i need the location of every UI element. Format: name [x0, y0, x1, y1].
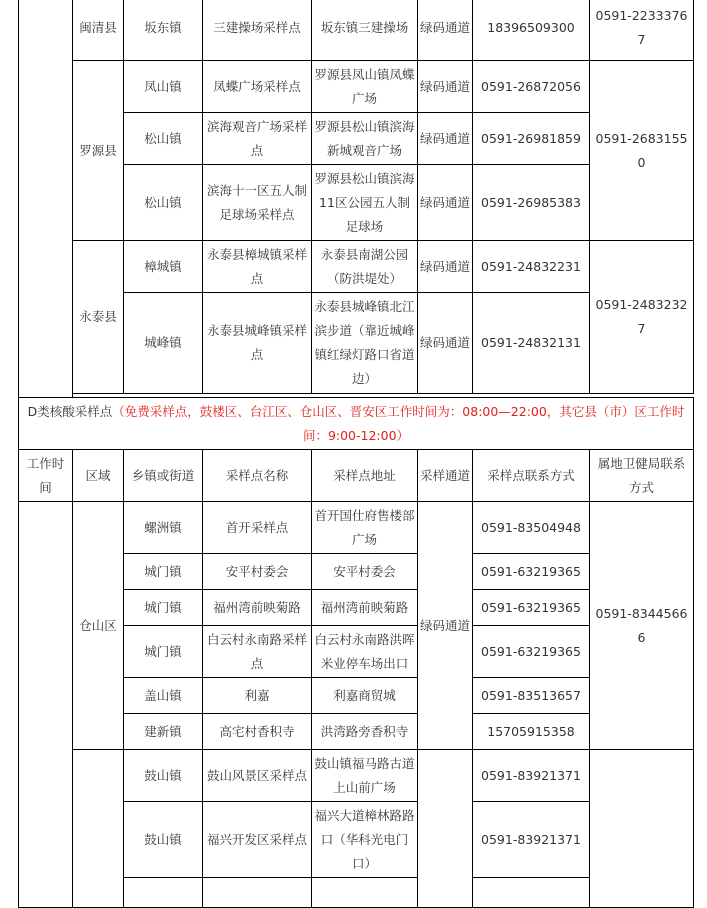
site-cell: 高宅村香积寺 [203, 714, 312, 750]
town-cell: 鼓山镇 [124, 750, 203, 802]
health-phone-cell: 0591-22333767 [590, 0, 694, 61]
health-phone-cell [590, 750, 694, 908]
phone-cell: 0591-24832131 [473, 293, 590, 394]
address-cell: 洪湾路旁香积寺 [312, 714, 418, 750]
phone-cell: 0591-63219365 [473, 626, 590, 678]
address-cell: 福兴大道樟林路路口（华科光电门口） [312, 802, 418, 878]
site-cell: 凤蝶广场采样点 [203, 61, 312, 113]
town-cell: 松山镇 [124, 113, 203, 165]
channel-cell: 绿码通道 [418, 293, 473, 394]
town-cell: 坂东镇 [124, 0, 203, 61]
phone-cell: 18396509300 [473, 0, 590, 61]
address-cell: 首开国仕府售楼部广场 [312, 502, 418, 554]
health-phone-cell: 0591-24832327 [590, 241, 694, 394]
address-cell: 永泰县城峰镇北江滨步道（靠近城峰镇红绿灯路口省道边） [312, 293, 418, 394]
phone-cell: 0591-63219365 [473, 590, 590, 626]
notice-row [19, 398, 694, 450]
town-cell [124, 878, 203, 908]
phone-cell: 0591-83504948 [473, 502, 590, 554]
site-cell: 安平村委会 [203, 554, 312, 590]
district-cell: 罗源县 [73, 61, 124, 241]
table-row [19, 502, 694, 554]
phone-cell: 0591-83921371 [473, 802, 590, 878]
phone-cell: 0591-83513657 [473, 678, 590, 714]
town-cell: 城门镇 [124, 554, 203, 590]
site-cell: 首开采样点 [203, 502, 312, 554]
district-cell: 永泰县 [73, 241, 124, 394]
address-cell: 永泰县南湖公园（防洪堤处） [312, 241, 418, 293]
town-cell: 鼓山镇 [124, 802, 203, 878]
address-cell: 安平村委会 [312, 554, 418, 590]
header-time: 工作时间 [19, 450, 73, 502]
site-cell: 福兴开发区采样点 [203, 802, 312, 878]
site-cell: 三建操场采样点 [203, 0, 312, 61]
address-cell: 利嘉商贸城 [312, 678, 418, 714]
town-cell: 凤山镇 [124, 61, 203, 113]
town-cell: 螺洲镇 [124, 502, 203, 554]
site-cell: 永泰县城峰镇采样点 [203, 293, 312, 394]
channel-cell: 绿码通道 [418, 0, 473, 61]
health-phone-cell: 0591-83445666 [590, 502, 694, 750]
table-row [19, 241, 694, 293]
header-channel: 采样通道 [418, 450, 473, 502]
district-cell [73, 750, 124, 908]
phone-cell: 0591-63219365 [473, 554, 590, 590]
header-health: 属地卫健局联系方式 [590, 450, 694, 502]
phone-cell: 0591-26981859 [473, 113, 590, 165]
table-row [19, 0, 694, 61]
phone-cell [473, 878, 590, 908]
header-address: 采样点地址 [312, 450, 418, 502]
phone-cell: 0591-83921371 [473, 750, 590, 802]
site-cell: 福州湾前映菊路 [203, 590, 312, 626]
channel-cell: 绿码通道 [418, 165, 473, 241]
table-row [19, 750, 694, 802]
address-cell: 罗源县凤山镇凤蝶广场 [312, 61, 418, 113]
channel-cell [418, 750, 473, 908]
notice-cell [19, 398, 694, 450]
town-cell: 城峰镇 [124, 293, 203, 394]
address-cell: 罗源县松山镇滨海11区公园五人制足球场 [312, 165, 418, 241]
town-cell: 盖山镇 [124, 678, 203, 714]
address-cell [312, 878, 418, 908]
notice-prefix: D类核酸采样点 [27, 403, 113, 419]
phone-cell: 15705915358 [473, 714, 590, 750]
site-cell: 滨海观音广场采样点 [203, 113, 312, 165]
blank-time-cell [19, 0, 73, 398]
header-phone: 采样点联系方式 [473, 450, 590, 502]
address-cell: 白云村永南路洪晖米业停车场出口 [312, 626, 418, 678]
header-site: 采样点名称 [203, 450, 312, 502]
channel-cell: 绿码通道 [418, 113, 473, 165]
phone-cell: 0591-24832231 [473, 241, 590, 293]
blank-time-cell [19, 502, 73, 908]
testing-sites-table [18, 0, 694, 908]
phone-cell: 0591-26872056 [473, 61, 590, 113]
address-cell: 罗源县松山镇滨海新城观音广场 [312, 113, 418, 165]
town-cell: 建新镇 [124, 714, 203, 750]
address-cell: 鼓山镇福马路古道上山前广场 [312, 750, 418, 802]
site-cell [203, 878, 312, 908]
address-cell: 福州湾前映菊路 [312, 590, 418, 626]
district-cell: 仓山区 [73, 502, 124, 750]
town-cell: 樟城镇 [124, 241, 203, 293]
site-cell: 白云村永南路采样点 [203, 626, 312, 678]
town-cell: 松山镇 [124, 165, 203, 241]
site-cell: 永泰县樟城镇采样点 [203, 241, 312, 293]
channel-cell: 绿码通道 [418, 241, 473, 293]
site-cell: 利嘉 [203, 678, 312, 714]
header-row [19, 450, 694, 502]
town-cell: 城门镇 [124, 590, 203, 626]
district-cell: 闽清县 [73, 0, 124, 61]
channel-cell: 绿码通道 [418, 61, 473, 113]
table-row [19, 61, 694, 113]
site-cell: 滨海十一区五人制足球场采样点 [203, 165, 312, 241]
phone-cell: 0591-26985383 [473, 165, 590, 241]
channel-cell: 绿码通道 [418, 502, 473, 750]
site-cell: 鼓山风景区采样点 [203, 750, 312, 802]
header-town: 乡镇或街道 [124, 450, 203, 502]
health-phone-cell: 0591-26831550 [590, 61, 694, 241]
notice-detail: （免费采样点，鼓楼区、台江区、仓山区、晋安区工作时间为：08:00—22:00，其它县（市）区工作时间：9:00-12:00） [112, 403, 685, 443]
town-cell: 城门镇 [124, 626, 203, 678]
address-cell: 坂东镇三建操场 [312, 0, 418, 61]
header-district: 区域 [73, 450, 124, 502]
